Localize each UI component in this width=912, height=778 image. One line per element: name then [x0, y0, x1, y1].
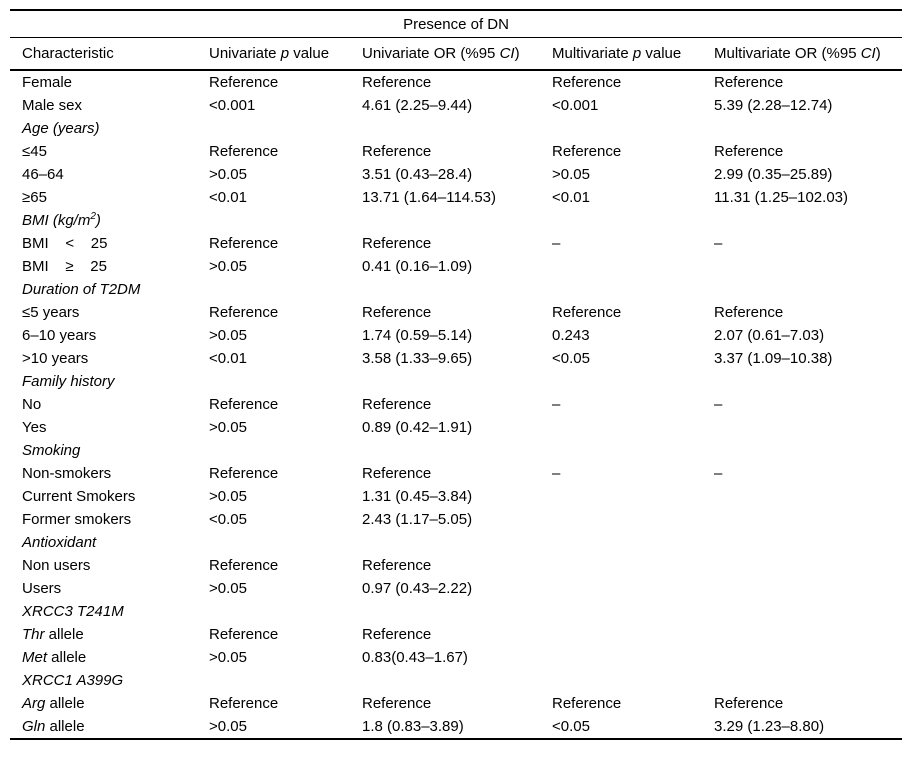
- cell: >0.05: [209, 419, 247, 436]
- cell: >0.05: [209, 166, 247, 183]
- cell: Reference: [209, 465, 279, 482]
- cell: [205, 439, 358, 462]
- cell: Reference: [209, 557, 279, 574]
- cell: [358, 278, 548, 301]
- cell: [710, 508, 902, 531]
- cell: [548, 669, 710, 692]
- table-title: Presence of DN: [10, 10, 902, 38]
- cell: [358, 370, 548, 393]
- cell: >0.05: [209, 580, 247, 597]
- cell: –: [714, 465, 723, 482]
- row-label: >10 years: [22, 350, 89, 367]
- row-label: 46–64: [22, 166, 64, 183]
- row-label: ≤5 years: [22, 304, 80, 321]
- table-row: [10, 554, 902, 577]
- cell: Reference: [209, 626, 279, 643]
- cell: –: [552, 396, 561, 413]
- row-label: No: [22, 396, 42, 413]
- table-row: [10, 232, 902, 255]
- row-label: ≥65: [22, 189, 47, 206]
- cell: 0.41 (0.16–1.09): [362, 258, 473, 275]
- cell: Reference: [552, 695, 622, 712]
- cell: >0.05: [209, 488, 247, 505]
- table-row: [10, 370, 902, 393]
- cell: 3.58 (1.33–9.65): [362, 350, 473, 367]
- cell: 0.97 (0.43–2.22): [362, 580, 473, 597]
- cell: [710, 278, 902, 301]
- table-row: [10, 692, 902, 715]
- cell: [710, 669, 902, 692]
- cell: [548, 646, 710, 669]
- cell: Reference: [362, 396, 432, 413]
- row-label: XRCC3 T241M: [22, 603, 124, 620]
- cell: [710, 209, 902, 232]
- cell: [205, 278, 358, 301]
- cell: [710, 646, 902, 669]
- row-label: Non-smokers: [22, 465, 112, 482]
- cell: [548, 209, 710, 232]
- cell: Reference: [362, 695, 432, 712]
- cell: 5.39 (2.28–12.74): [714, 97, 833, 114]
- cell: 0.83(0.43–1.67): [362, 649, 468, 666]
- row-label: Age (years): [22, 120, 100, 137]
- row-label: BMI $(kg/m^2)$: [22, 211, 101, 229]
- row-label: Users: [22, 580, 62, 597]
- table-row: [10, 70, 902, 94]
- cell: [548, 623, 710, 646]
- cell: [548, 485, 710, 508]
- cell: Reference: [714, 143, 784, 160]
- cell: Reference: [552, 74, 622, 91]
- cell: [548, 370, 710, 393]
- cell: <0.05: [552, 718, 590, 735]
- cell: [548, 508, 710, 531]
- cell: >0.05: [209, 718, 247, 735]
- cell: [358, 669, 548, 692]
- table-row: [10, 462, 902, 485]
- cell: Reference: [362, 557, 432, 574]
- cell: –: [714, 235, 723, 252]
- cell: <0.001: [552, 97, 599, 114]
- cell: Reference: [552, 143, 622, 160]
- cell: [548, 117, 710, 140]
- table-row: [10, 209, 902, 232]
- cell: Reference: [362, 143, 432, 160]
- cell: [548, 278, 710, 301]
- cell: [205, 531, 358, 554]
- cell: Reference: [362, 304, 432, 321]
- table-row: [10, 485, 902, 508]
- cell: 2.99 (0.35–25.89): [714, 166, 833, 183]
- cell: [710, 623, 902, 646]
- row-label: Duration of T2DM: [22, 281, 141, 298]
- cell: [710, 577, 902, 600]
- cell: Reference: [362, 465, 432, 482]
- table-row: [10, 416, 902, 439]
- column-header-2: Univariate OR (%95 CI): [358, 38, 548, 71]
- row-label: Thr allele: [22, 626, 84, 643]
- cell: [205, 209, 358, 232]
- table-row: [10, 324, 902, 347]
- row-label: BMI < 25: [22, 235, 108, 252]
- table-row: [10, 163, 902, 186]
- table-row: [10, 347, 902, 370]
- cell: Reference: [209, 695, 279, 712]
- cell: [710, 117, 902, 140]
- table-row: [10, 94, 902, 117]
- row-label: Smoking: [22, 442, 81, 459]
- cell: 1.8 (0.83–3.89): [362, 718, 464, 735]
- row-label: Former smokers: [22, 511, 132, 528]
- cell: >0.05: [209, 327, 247, 344]
- cell: [358, 209, 548, 232]
- cell: [710, 439, 902, 462]
- table-title-row: [10, 10, 902, 38]
- row-label: ≤45: [22, 143, 47, 160]
- cell: <0.01: [209, 189, 247, 206]
- cell: >0.05: [209, 649, 247, 666]
- column-header-1: Univariate p value: [205, 38, 358, 71]
- cell: [358, 117, 548, 140]
- cell: [205, 117, 358, 140]
- cell: [548, 416, 710, 439]
- cell: <0.05: [209, 511, 247, 528]
- cell: [205, 600, 358, 623]
- cell: <0.01: [209, 350, 247, 367]
- cell: 1.74 (0.59–5.14): [362, 327, 473, 344]
- cell: <0.05: [552, 350, 590, 367]
- cell: 4.61 (2.25–9.44): [362, 97, 473, 114]
- cell: Reference: [209, 74, 279, 91]
- cell: Reference: [209, 396, 279, 413]
- table-row: [10, 600, 902, 623]
- table-row: [10, 140, 902, 163]
- table-row: [10, 186, 902, 209]
- table-row: [10, 715, 902, 739]
- table-row: [10, 531, 902, 554]
- cell: [710, 255, 902, 278]
- cell: [358, 600, 548, 623]
- cell: [548, 439, 710, 462]
- cell: Reference: [714, 74, 784, 91]
- cell: 2.07 (0.61–7.03): [714, 327, 825, 344]
- table-row: [10, 301, 902, 324]
- cell: >0.05: [552, 166, 590, 183]
- cell: 3.37 (1.09–10.38): [714, 350, 833, 367]
- cell: [710, 600, 902, 623]
- table-body: [10, 70, 902, 739]
- cell: Reference: [209, 235, 279, 252]
- cell: [205, 669, 358, 692]
- cell: [358, 439, 548, 462]
- cell: [548, 600, 710, 623]
- cell: 0.89 (0.42–1.91): [362, 419, 473, 436]
- cell: [710, 554, 902, 577]
- row-label: Met allele: [22, 649, 87, 666]
- table-row: [10, 439, 902, 462]
- cell: [710, 416, 902, 439]
- column-header-row: [10, 38, 902, 71]
- cell: [205, 370, 358, 393]
- table-row: [10, 646, 902, 669]
- cell: 2.43 (1.17–5.05): [362, 511, 473, 528]
- cell: [710, 531, 902, 554]
- row-label: Non users: [22, 557, 91, 574]
- cell: [548, 554, 710, 577]
- cell: [710, 485, 902, 508]
- column-header-4: Multivariate OR (%95 CI): [710, 38, 902, 71]
- cell: [548, 531, 710, 554]
- cell: Reference: [714, 304, 784, 321]
- table-row: [10, 278, 902, 301]
- table-row: [10, 623, 902, 646]
- cell: 3.51 (0.43–28.4): [362, 166, 473, 183]
- cell: 1.31 (0.45–3.84): [362, 488, 473, 505]
- row-label: Female: [22, 74, 73, 91]
- table-row: [10, 508, 902, 531]
- row-label: Family history: [22, 373, 115, 390]
- table-row: [10, 669, 902, 692]
- cell: 0.243: [552, 327, 590, 344]
- cell: 13.71 (1.64–114.53): [362, 189, 496, 206]
- column-header-3: Multivariate p value: [548, 38, 710, 71]
- cell: Reference: [714, 695, 784, 712]
- row-label: Male sex: [22, 97, 83, 114]
- row-label: Arg allele: [22, 695, 85, 712]
- row-label: Current Smokers: [22, 488, 136, 505]
- cell: Reference: [362, 74, 432, 91]
- cell: 3.29 (1.23–8.80): [714, 718, 825, 735]
- cell: [548, 577, 710, 600]
- cell: [710, 370, 902, 393]
- table-row: [10, 393, 902, 416]
- cell: Reference: [209, 304, 279, 321]
- cell: 11.31 (1.25–102.03): [714, 189, 848, 206]
- row-label: Gln allele: [22, 718, 85, 735]
- cell: <0.001: [209, 97, 256, 114]
- cell: Reference: [362, 626, 432, 643]
- cell: <0.01: [552, 189, 590, 206]
- cell: Reference: [209, 143, 279, 160]
- cell: –: [552, 465, 561, 482]
- table-row: [10, 117, 902, 140]
- row-label: XRCC1 A399G: [22, 672, 124, 689]
- cell: Reference: [362, 235, 432, 252]
- cell: –: [714, 396, 723, 413]
- table-row: [10, 255, 902, 278]
- column-header-0: Characteristic: [10, 38, 205, 71]
- cell: [548, 255, 710, 278]
- row-label: Yes: [22, 419, 47, 436]
- table-row: [10, 577, 902, 600]
- row-label: BMI ≥ 25: [22, 258, 107, 275]
- cell: Reference: [552, 304, 622, 321]
- cell: [358, 531, 548, 554]
- results-table: [10, 9, 902, 740]
- row-label: Antioxidant: [22, 534, 97, 551]
- cell: –: [552, 235, 561, 252]
- row-label: 6–10 years: [22, 327, 97, 344]
- cell: >0.05: [209, 258, 247, 275]
